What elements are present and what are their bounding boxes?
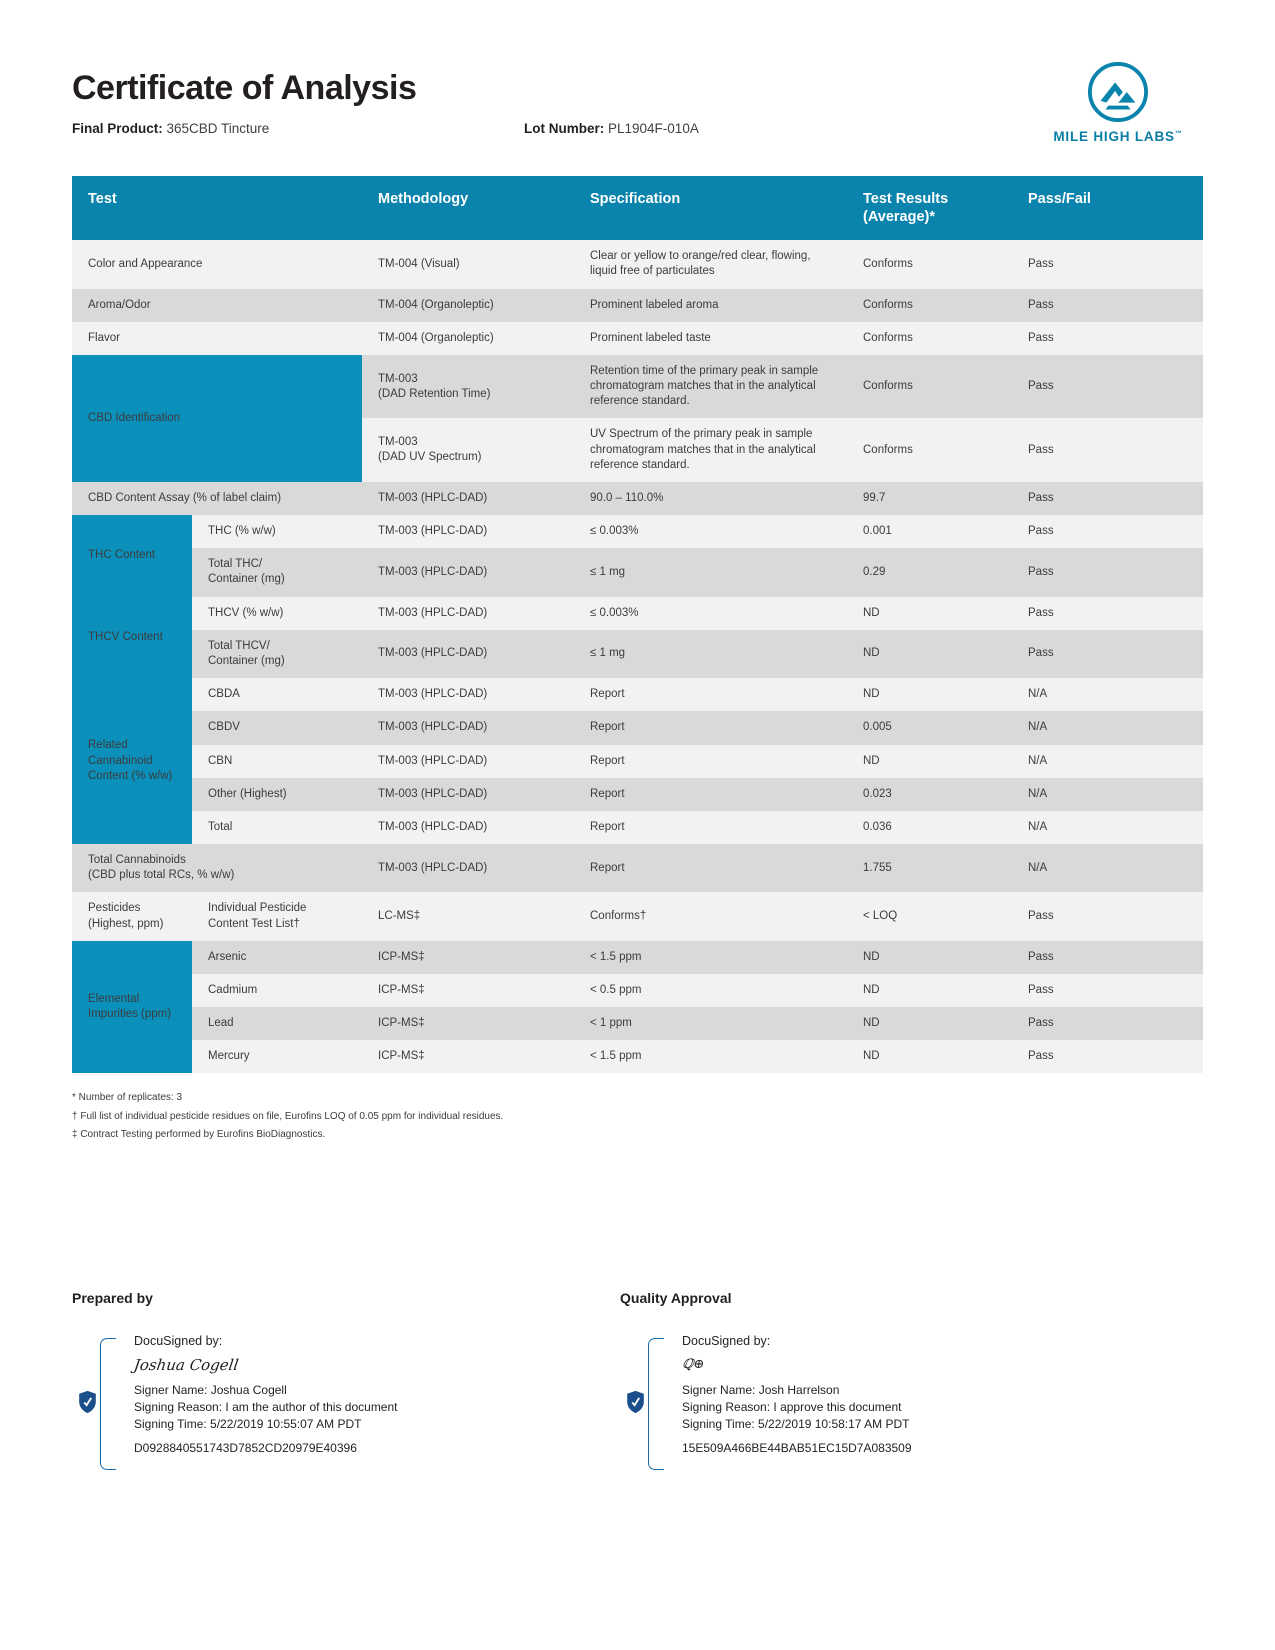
cell-passfail: Pass <box>1012 322 1203 355</box>
prepared-by-heading: Prepared by <box>72 1290 153 1306</box>
cell-result: Conforms <box>847 289 1012 322</box>
cell-result: ND <box>847 597 1012 630</box>
table-row <box>72 630 1203 678</box>
cell-subtest: Lead <box>192 1007 362 1040</box>
cell-test <box>72 892 192 940</box>
cell-specification: ≤ 1 mg <box>574 548 847 596</box>
cell-passfail: N/A <box>1012 778 1203 811</box>
docusign-block-quality <box>620 1334 1140 1455</box>
signing-time-prepared: Signing Time: 5/22/2019 10:55:07 AM PDT <box>134 1417 362 1432</box>
cell-test: Flavor <box>72 322 362 355</box>
cell-result: 99.7 <box>847 482 1012 515</box>
table-row <box>72 1007 1203 1040</box>
cell-methodology: TM-004 (Organoleptic) <box>362 289 574 322</box>
cell-subtest-line2: Container (mg) <box>208 573 285 586</box>
cell-methodology: ICP-MS‡ <box>362 1007 574 1040</box>
cell-specification: ≤ 0.003% <box>574 515 847 548</box>
cell-methodology-line2: (DAD Retention Time) <box>378 387 491 400</box>
signature-image-prepared: Joshua Cogell <box>132 1356 240 1374</box>
cell-subtest: Arsenic <box>192 941 362 974</box>
cell-methodology-line1: TM-003 <box>378 436 418 449</box>
cell-specification: 90.0 – 110.0% <box>574 482 847 515</box>
document-header <box>72 55 1203 160</box>
cell-passfail: N/A <box>1012 745 1203 778</box>
docusigned-by-label: DocuSigned by: <box>682 1334 771 1348</box>
table-row <box>72 322 1203 355</box>
cell-specification: Conforms† <box>574 892 847 940</box>
cell-subtest: Other (Highest) <box>192 778 362 811</box>
table-row <box>72 515 1203 548</box>
cell-specification: Prominent labeled aroma <box>574 289 847 322</box>
table-row <box>72 597 1203 630</box>
envelope-id-prepared: D0928840551743D7852CD20979E40396 <box>134 1441 357 1456</box>
cell-result: 0.29 <box>847 548 1012 596</box>
cell-test: Aroma/Odor <box>72 289 362 322</box>
column-header-passfail: Pass/Fail <box>1012 176 1203 240</box>
lot-number-label: Lot Number: <box>524 121 605 136</box>
cell-subtest: Individual Pesticide Content Test List† <box>192 892 362 940</box>
cell-result: ND <box>847 941 1012 974</box>
cell-specification: Retention time of the primary peak in sample chromatogram matches that in the analytical reference standard. <box>574 355 847 419</box>
cell-specification: Clear or yellow to orange/red clear, flowing, liquid free of particulates <box>574 240 847 288</box>
quality-approval-block <box>620 1290 1140 1455</box>
cell-result: 0.001 <box>847 515 1012 548</box>
cell-category-line1: Related <box>88 739 128 752</box>
cell-subtest: THCV (% w/w) <box>192 597 362 630</box>
cell-test-line1: Pesticides <box>88 902 141 915</box>
footnotes <box>72 1089 1203 1145</box>
prepared-by-block <box>72 1290 592 1455</box>
cell-result: ND <box>847 630 1012 678</box>
final-product-label: Final Product: <box>72 121 163 136</box>
cell-passfail: Pass <box>1012 597 1203 630</box>
cell-methodology: ICP-MS‡ <box>362 1040 574 1073</box>
table-row <box>72 892 1203 940</box>
table-row <box>72 1040 1203 1073</box>
page-title: Certificate of Analysis <box>72 69 417 107</box>
brand-logo <box>1033 61 1203 144</box>
cell-passfail: N/A <box>1012 811 1203 844</box>
cell-specification: Report <box>574 678 847 711</box>
brand-name-text: MILE HIGH LABS <box>1053 129 1175 144</box>
cell-test <box>72 844 362 892</box>
cell-passfail: Pass <box>1012 941 1203 974</box>
column-header-specification: Specification <box>574 176 847 240</box>
table-row <box>72 548 1203 596</box>
cell-passfail: Pass <box>1012 1007 1203 1040</box>
cell-methodology: TM-004 (Organoleptic) <box>362 322 574 355</box>
cell-specification: < 1.5 ppm <box>574 1040 847 1073</box>
cell-test-line2: (CBD plus total RCs, % w/w) <box>88 869 235 882</box>
cell-specification: Report <box>574 844 847 892</box>
docusigned-by-label: DocuSigned by: <box>134 1334 223 1348</box>
cell-passfail: N/A <box>1012 844 1203 892</box>
cell-passfail: Pass <box>1012 240 1203 288</box>
cell-methodology: TM-003 (HPLC-DAD) <box>362 844 574 892</box>
cell-subtest-line1: Total THCV/ <box>208 639 270 652</box>
table-row <box>72 778 1203 811</box>
cell-result: 0.005 <box>847 711 1012 744</box>
table-row <box>72 355 1203 419</box>
cell-passfail: Pass <box>1012 548 1203 596</box>
final-product-field <box>72 121 269 136</box>
cell-category-line2: Cannabinoid <box>88 754 153 767</box>
cell-result: Conforms <box>847 418 1012 482</box>
cell-subtest-line1: Total THC/ <box>208 558 263 571</box>
cell-category-line1: Elemental <box>88 992 140 1005</box>
cell-specification: Report <box>574 745 847 778</box>
table-row <box>72 240 1203 288</box>
docusign-shield-icon <box>78 1390 97 1414</box>
table-header-row <box>72 176 1203 240</box>
cell-subtest: THC (% w/w) <box>192 515 362 548</box>
cell-result: ND <box>847 1007 1012 1040</box>
table-row <box>72 289 1203 322</box>
cell-methodology: TM-003 (HPLC-DAD) <box>362 711 574 744</box>
cell-passfail: Pass <box>1012 630 1203 678</box>
lot-number-value: PL1904F-010A <box>608 121 699 136</box>
docusign-block-prepared <box>72 1334 592 1455</box>
trademark-symbol: ™ <box>1174 130 1183 138</box>
cell-methodology: TM-003 (HPLC-DAD) <box>362 515 574 548</box>
column-header-test: Test <box>72 176 362 240</box>
cell-result: ND <box>847 745 1012 778</box>
table-row <box>72 482 1203 515</box>
analysis-results-table <box>72 176 1203 1073</box>
cell-methodology: TM-004 (Visual) <box>362 240 574 288</box>
cell-result: 1.755 <box>847 844 1012 892</box>
cell-methodology-line2: (DAD UV Spectrum) <box>378 451 482 464</box>
cell-methodology: ICP-MS‡ <box>362 974 574 1007</box>
cell-passfail: N/A <box>1012 678 1203 711</box>
cell-methodology: TM-003 (HPLC-DAD) <box>362 548 574 596</box>
signer-name-quality: Signer Name: Josh Harrelson <box>682 1383 840 1397</box>
cell-methodology: TM-003 (HPLC-DAD) <box>362 630 574 678</box>
cell-specification: ≤ 1 mg <box>574 630 847 678</box>
table-row <box>72 844 1203 892</box>
cell-methodology: TM-003 (HPLC-DAD) <box>362 811 574 844</box>
cell-methodology: TM-003 (HPLC-DAD) <box>362 678 574 711</box>
footnote-contract-testing: ‡ Contract Testing performed by Eurofins BioDiagnostics. <box>72 1129 326 1141</box>
cell-result: Conforms <box>847 322 1012 355</box>
cell-test: CBD Content Assay (% of label claim) <box>72 482 362 515</box>
cell-specification: < 1 ppm <box>574 1007 847 1040</box>
cell-methodology: TM-003 (HPLC-DAD) <box>362 778 574 811</box>
cell-passfail: Pass <box>1012 289 1203 322</box>
table-row <box>72 678 1203 711</box>
cell-category-thcv-content: THCV Content <box>72 597 192 679</box>
cell-methodology <box>362 355 574 419</box>
cell-specification: Report <box>574 778 847 811</box>
cell-result: 0.036 <box>847 811 1012 844</box>
cell-result: 0.023 <box>847 778 1012 811</box>
cell-subtest: Mercury <box>192 1040 362 1073</box>
brand-name <box>1033 129 1203 144</box>
signer-name-prepared: Signer Name: Joshua Cogell <box>134 1383 287 1397</box>
envelope-id-quality: 15E509A466BE44BAB51EC15D7A083509 <box>682 1441 912 1456</box>
cell-category-line3: Content (% w/w) <box>88 769 173 782</box>
cell-result: < LOQ <box>847 892 1012 940</box>
cell-methodology: TM-003 (HPLC-DAD) <box>362 597 574 630</box>
docusign-shield-icon <box>626 1390 645 1414</box>
docusign-details-prepared <box>134 1380 592 1433</box>
lot-number-field <box>524 121 699 136</box>
cell-methodology-line1: TM-003 <box>378 372 418 385</box>
cell-passfail: N/A <box>1012 711 1203 744</box>
mile-high-labs-mountain-icon <box>1087 61 1149 123</box>
cell-test: Color and Appearance <box>72 240 362 288</box>
final-product-value: 365CBD Tincture <box>166 121 270 136</box>
cell-subtest <box>192 630 362 678</box>
table-row <box>72 941 1203 974</box>
cell-methodology <box>362 418 574 482</box>
signing-time-quality: Signing Time: 5/22/2019 10:58:17 AM PDT <box>682 1417 910 1432</box>
cell-specification: ≤ 0.003% <box>574 597 847 630</box>
cell-passfail: Pass <box>1012 482 1203 515</box>
column-header-test-results-line2: (Average)* <box>863 209 935 226</box>
cell-passfail: Pass <box>1012 515 1203 548</box>
cell-specification: Prominent labeled taste <box>574 322 847 355</box>
signing-reason-prepared: Signing Reason: I am the author of this document <box>134 1400 398 1415</box>
cell-subtest: CBDV <box>192 711 362 744</box>
docusign-bracket <box>648 1338 664 1470</box>
quality-approval-heading: Quality Approval <box>620 1290 732 1306</box>
table-row <box>72 745 1203 778</box>
docusign-bracket <box>100 1338 116 1470</box>
cell-category-thc-content: THC Content <box>72 515 192 597</box>
table-row <box>72 974 1203 1007</box>
cell-specification: Report <box>574 811 847 844</box>
cell-category-elemental-impurities <box>72 941 192 1074</box>
cell-passfail: Pass <box>1012 974 1203 1007</box>
cell-result: Conforms <box>847 355 1012 419</box>
cell-methodology: ICP-MS‡ <box>362 941 574 974</box>
cell-methodology: TM-003 (HPLC-DAD) <box>362 482 574 515</box>
cell-subtest: CBDA <box>192 678 362 711</box>
table-row <box>72 811 1203 844</box>
cell-passfail: Pass <box>1012 1040 1203 1073</box>
cell-specification: < 0.5 ppm <box>574 974 847 1007</box>
cell-methodology: LC-MS‡ <box>362 892 574 940</box>
cell-result: ND <box>847 678 1012 711</box>
cell-category-cbd-identification: CBD Identification <box>72 355 362 482</box>
cell-specification: Report <box>574 711 847 744</box>
signing-reason-quality: Signing Reason: I approve this document <box>682 1400 902 1415</box>
cell-result: ND <box>847 974 1012 1007</box>
signature-image-quality: ℚ⊕ <box>681 1357 706 1372</box>
column-header-test-results-line1: Test Results <box>863 191 949 207</box>
docusign-details-quality <box>682 1380 1140 1433</box>
cell-passfail: Pass <box>1012 892 1203 940</box>
cell-subtest-line2: Container (mg) <box>208 655 285 667</box>
cell-result: ND <box>847 1040 1012 1073</box>
table-row <box>72 711 1203 744</box>
column-header-test-results <box>847 176 1012 240</box>
cell-result: Conforms <box>847 240 1012 288</box>
cell-subtest: CBN <box>192 745 362 778</box>
cell-subtest: Total <box>192 811 362 844</box>
column-header-methodology: Methodology <box>362 176 574 240</box>
cell-passfail: Pass <box>1012 355 1203 419</box>
cell-test-line2: (Highest, ppm) <box>88 917 164 930</box>
cell-category-related-cannabinoid-content <box>72 678 192 844</box>
cell-specification: < 1.5 ppm <box>574 941 847 974</box>
cell-subtest: Cadmium <box>192 974 362 1007</box>
cell-specification: UV Spectrum of the primary peak in sample chromatogram matches that in the analytical reference standard. <box>574 418 847 482</box>
footnote-pesticides: † Full list of individual pesticide residues on file, Eurofins LOQ of 0.05 ppm for individual residues. <box>72 1110 504 1122</box>
cell-test-line1: Total Cannabinoids <box>88 854 186 867</box>
cell-category-line2: Impurities (ppm) <box>88 1008 172 1021</box>
cell-methodology: TM-003 (HPLC-DAD) <box>362 745 574 778</box>
footnote-replicates: * Number of replicates: 3 <box>72 1092 183 1104</box>
cell-passfail: Pass <box>1012 418 1203 482</box>
cell-subtest <box>192 548 362 596</box>
